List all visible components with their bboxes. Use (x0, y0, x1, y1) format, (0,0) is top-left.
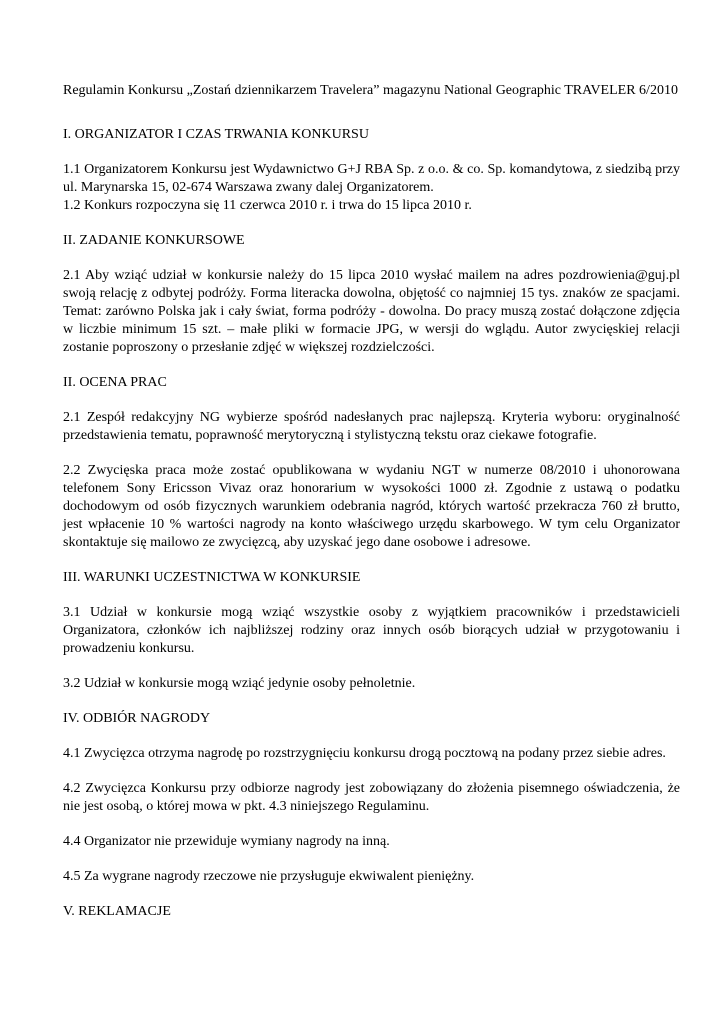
paragraph-2-1-evaluation: 2.1 Zespół redakcyjny NG wybierze spośród nadesłanych prac najlepszą. Kryteria wyboru: oryginalność przedstawienia tematu, poprawność merytoryczną i stylistyczną tekstu oraz ciekawe fotografie. (63, 410, 680, 443)
paragraph-3-1: 3.1 Udział w konkursie mogą wziąć wszystkie osoby z wyjątkiem pracowników i przedstawicieli Organizatora, członków ich najbliższej rodziny oraz innych osób biorących udział w przygotowaniu i prowadzeniu konkursu. (63, 605, 680, 656)
paragraph-3-2: 3.2 Udział w konkursie mogą wziąć jedynie osoby pełnoletnie. (63, 676, 416, 691)
document-page (63, 82, 680, 938)
paragraph-1-1: 1.1 Organizatorem Konkursu jest Wydawnictwo G+J RBA Sp. z o.o. & co. Sp. komandytowa, z siedzibą przy ul. Marynarska 15, 02-674 Warszawa zwany dalej Organizatorem. (63, 162, 680, 195)
document-title: Regulamin Konkursu „Zostań dziennikarzem Travelera” magazynu National Geographic TRAVELER 6/2010 (63, 83, 678, 98)
section-heading-organizer: I. ORGANIZATOR I CZAS TRWANIA KONKURSU (63, 127, 369, 142)
paragraph-4-4: 4.4 Organizator nie przewiduje wymiany nagrody na inną. (63, 834, 390, 849)
section-heading-complaints: V. REKLAMACJE (63, 904, 171, 919)
paragraph-2-2-evaluation: 2.2 Zwycięska praca może zostać opublikowana w wydaniu NGT w numerze 08/2010 i uhonorowana telefonem Sony Ericsson Vivaz oraz honorarium w wysokości 1000 zł. Zgodnie z ustawą o podatku dochodowym od osób fizycznych warunkiem odebrania nagród, których wartość przekracza 760 zł brutto, jest wpłacenie 10 % wartości nagrody na konto właściwego urzędu skarbowego. W tym celu Organizator skontaktuje się mailowo ze zwycięzcą, aby uzyskać jego dane osobowe i adresowe. (63, 463, 680, 550)
paragraph-4-1: 4.1 Zwycięzca otrzyma nagrodę po rozstrzygnięciu konkursu drogą pocztową na podany przez siebie adres. (63, 746, 666, 761)
paragraph-4-2: 4.2 Zwycięzca Konkursu przy odbiorze nagrody jest zobowiązany do złożenia pisemnego oświadczenia, że nie jest osobą, o której mowa w pkt. 4.3 niniejszego Regulaminu. (63, 781, 680, 814)
paragraph-1-2: 1.2 Konkurs rozpoczyna się 11 czerwca 2010 r. i trwa do 15 lipca 2010 r. (63, 198, 472, 213)
section-heading-evaluation: II. OCENA PRAC (63, 375, 167, 390)
section-heading-participation: III. WARUNKI UCZESTNICTWA W KONKURSIE (63, 570, 361, 585)
paragraph-2-1-task: 2.1 Aby wziąć udział w konkursie należy do 15 lipca 2010 wysłać mailem na adres pozdrowienia@guj.pl swoją relację z odbytej podróży. Forma literacka dowolna, objętość co najmniej 15 tys. znaków ze spacjami. Temat: zarówno Polska jak i cały świat, forma podróży - dowolna. Do pracy muszą zostać dołączone zdjęcia w liczbie minimum 15 szt. – małe pliki w formacie JPG, w wersji do wglądu. Autor zwycięskiej relacji zostanie poproszony o przesłanie zdjęć w większej rozdzielczości. (63, 268, 680, 355)
section-heading-prize: IV. ODBIÓR NAGRODY (63, 711, 211, 726)
section-heading-task: II. ZADANIE KONKURSOWE (63, 233, 245, 248)
paragraph-4-5: 4.5 Za wygrane nagrody rzeczowe nie przysługuje ekwiwalent pieniężny. (63, 869, 475, 884)
